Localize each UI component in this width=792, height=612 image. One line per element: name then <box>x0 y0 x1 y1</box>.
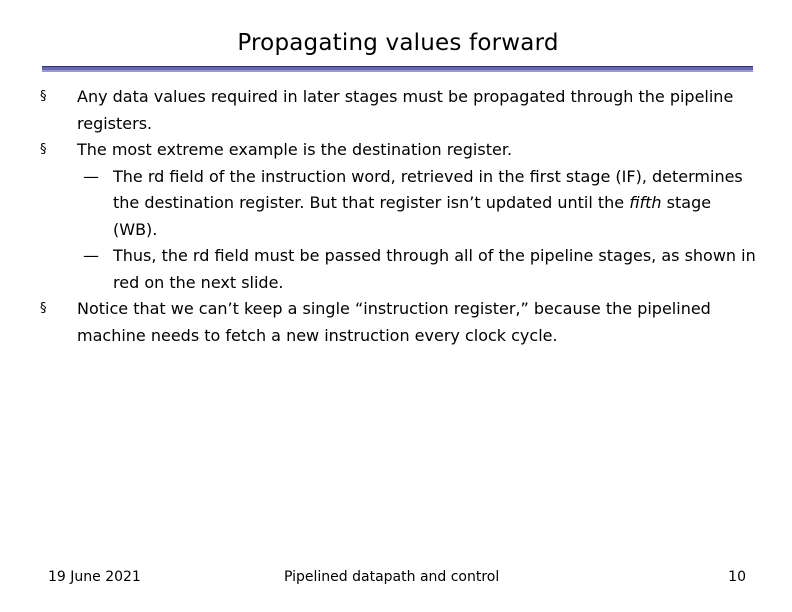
sub-bullet-text: Thus, the rd field must be passed through all of the pipeline stages, as shown in red on the next slide. <box>113 246 756 292</box>
footer-title: Pipelined datapath and control <box>284 569 500 585</box>
dash-bullet-icon: — <box>83 166 99 186</box>
bullet-item <box>40 84 760 137</box>
page-number: 10 <box>728 569 746 585</box>
sub-bullet-text: The rd field of the instruction word, retrieved in the first stage (IF), determines the destination register. But that register isn’t updated until the fifth stage (WB). <box>113 166 743 239</box>
footer-date: 19 June 2021 <box>48 569 141 585</box>
sub-bullet-item <box>40 243 760 296</box>
dash-bullet-icon: — <box>83 246 99 265</box>
title-divider <box>42 66 753 72</box>
emphasis-text: fifth <box>629 193 662 212</box>
bullet-text: The most extreme example is the destination register. <box>77 140 513 159</box>
bullet-item <box>40 296 760 349</box>
square-bullet-icon: § <box>40 301 47 316</box>
square-bullet-icon: § <box>40 89 47 104</box>
bullet-text: Any data values required in later stages must be propagated through the pipeline registers. <box>77 87 734 133</box>
bullet-text: Notice that we can’t keep a single “instruction register,” because the pipelined machine needs to fetch a new instruction every clock cycle. <box>77 299 711 345</box>
square-bullet-icon: § <box>40 142 47 157</box>
slide-body <box>40 84 760 349</box>
sub-bullet-item <box>40 164 760 244</box>
bullet-item <box>40 137 760 164</box>
slide-title: Propagating values forward <box>237 30 559 56</box>
